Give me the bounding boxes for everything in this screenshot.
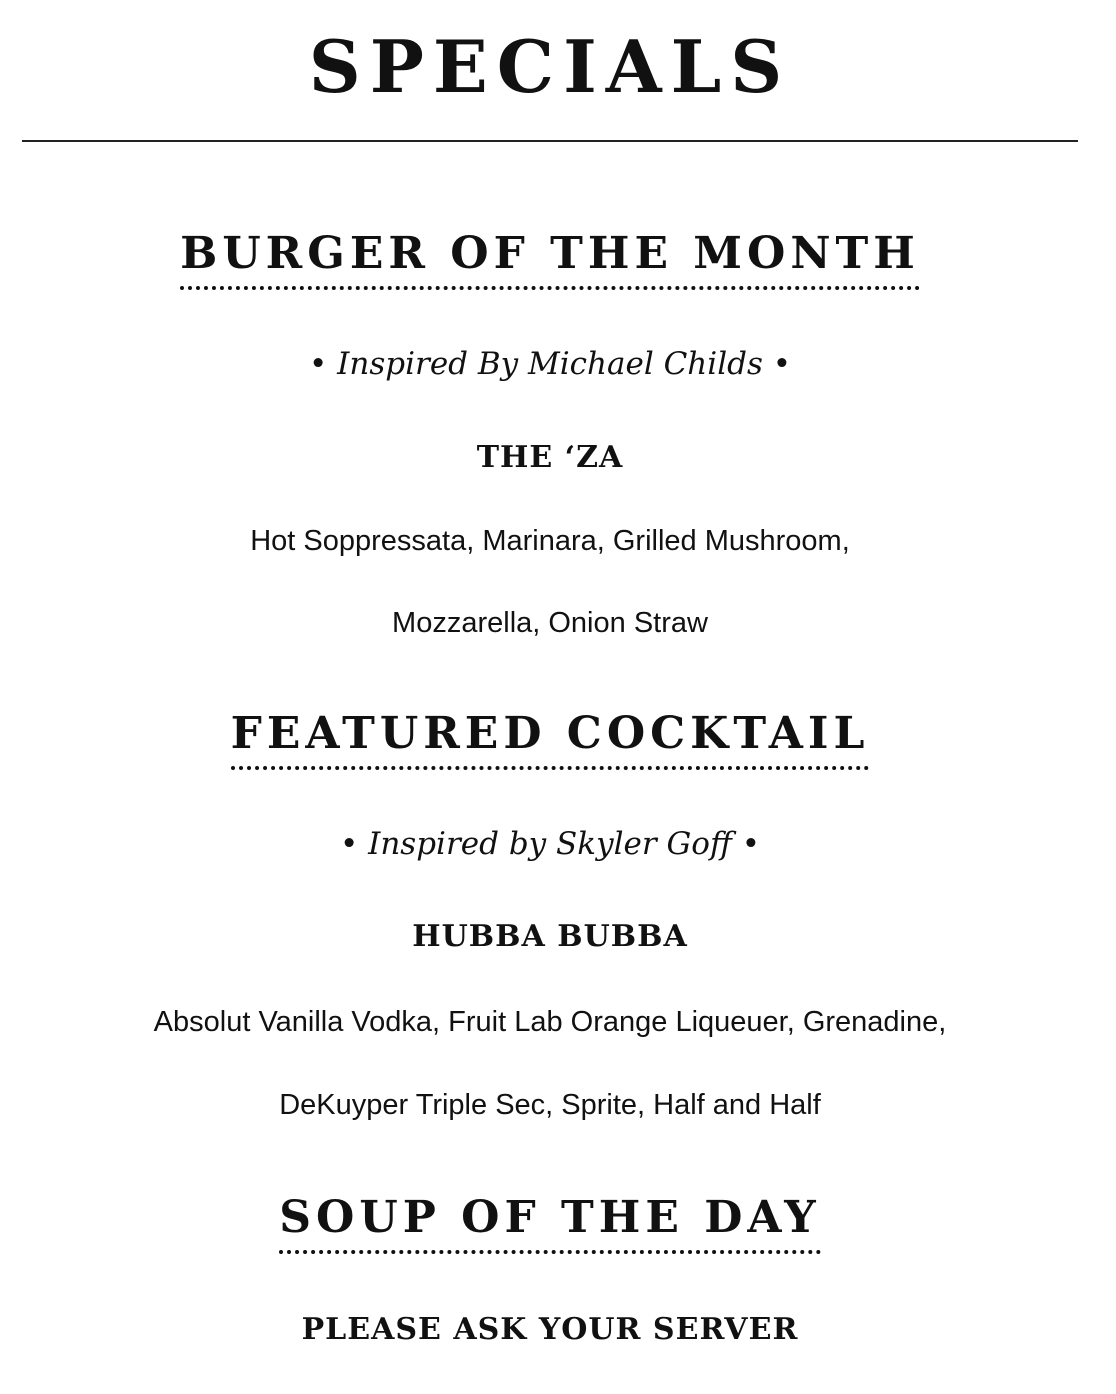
page-title: SPECIALS [308,24,792,109]
cocktail-description-line-2: DeKuyper Triple Sec, Sprite, Half and Half [279,1089,821,1121]
burger-description-line-2: Mozzarella, Onion Straw [392,607,708,639]
burger-item-name: THE ‘ZA [476,440,624,475]
soup-section-heading [0,1192,1100,1254]
soup-heading-text: SOUP OF THE DAY [279,1196,820,1254]
burger-section-heading [0,228,1100,290]
cocktail-item-name: HUBBA BUBBA [412,919,688,954]
cocktail-section-heading [0,708,1100,770]
burger-description-line-1: Hot Soppressata, Marinara, Grilled Mushroom, [250,525,850,557]
soup-note: PLEASE ASK YOUR SERVER [301,1312,799,1347]
burger-heading-text: BURGER OF THE MONTH [180,232,920,290]
cocktail-heading-text: FEATURED COCKTAIL [231,712,870,770]
burger-inspired-by: • Inspired By Michael Childs • [308,346,791,382]
title-divider [22,140,1078,142]
cocktail-inspired-by: • Inspired by Skyler Goff • [339,826,761,862]
cocktail-description-line-1: Absolut Vanilla Vodka, Fruit Lab Orange Liqueuer, Grenadine, [153,1006,947,1038]
